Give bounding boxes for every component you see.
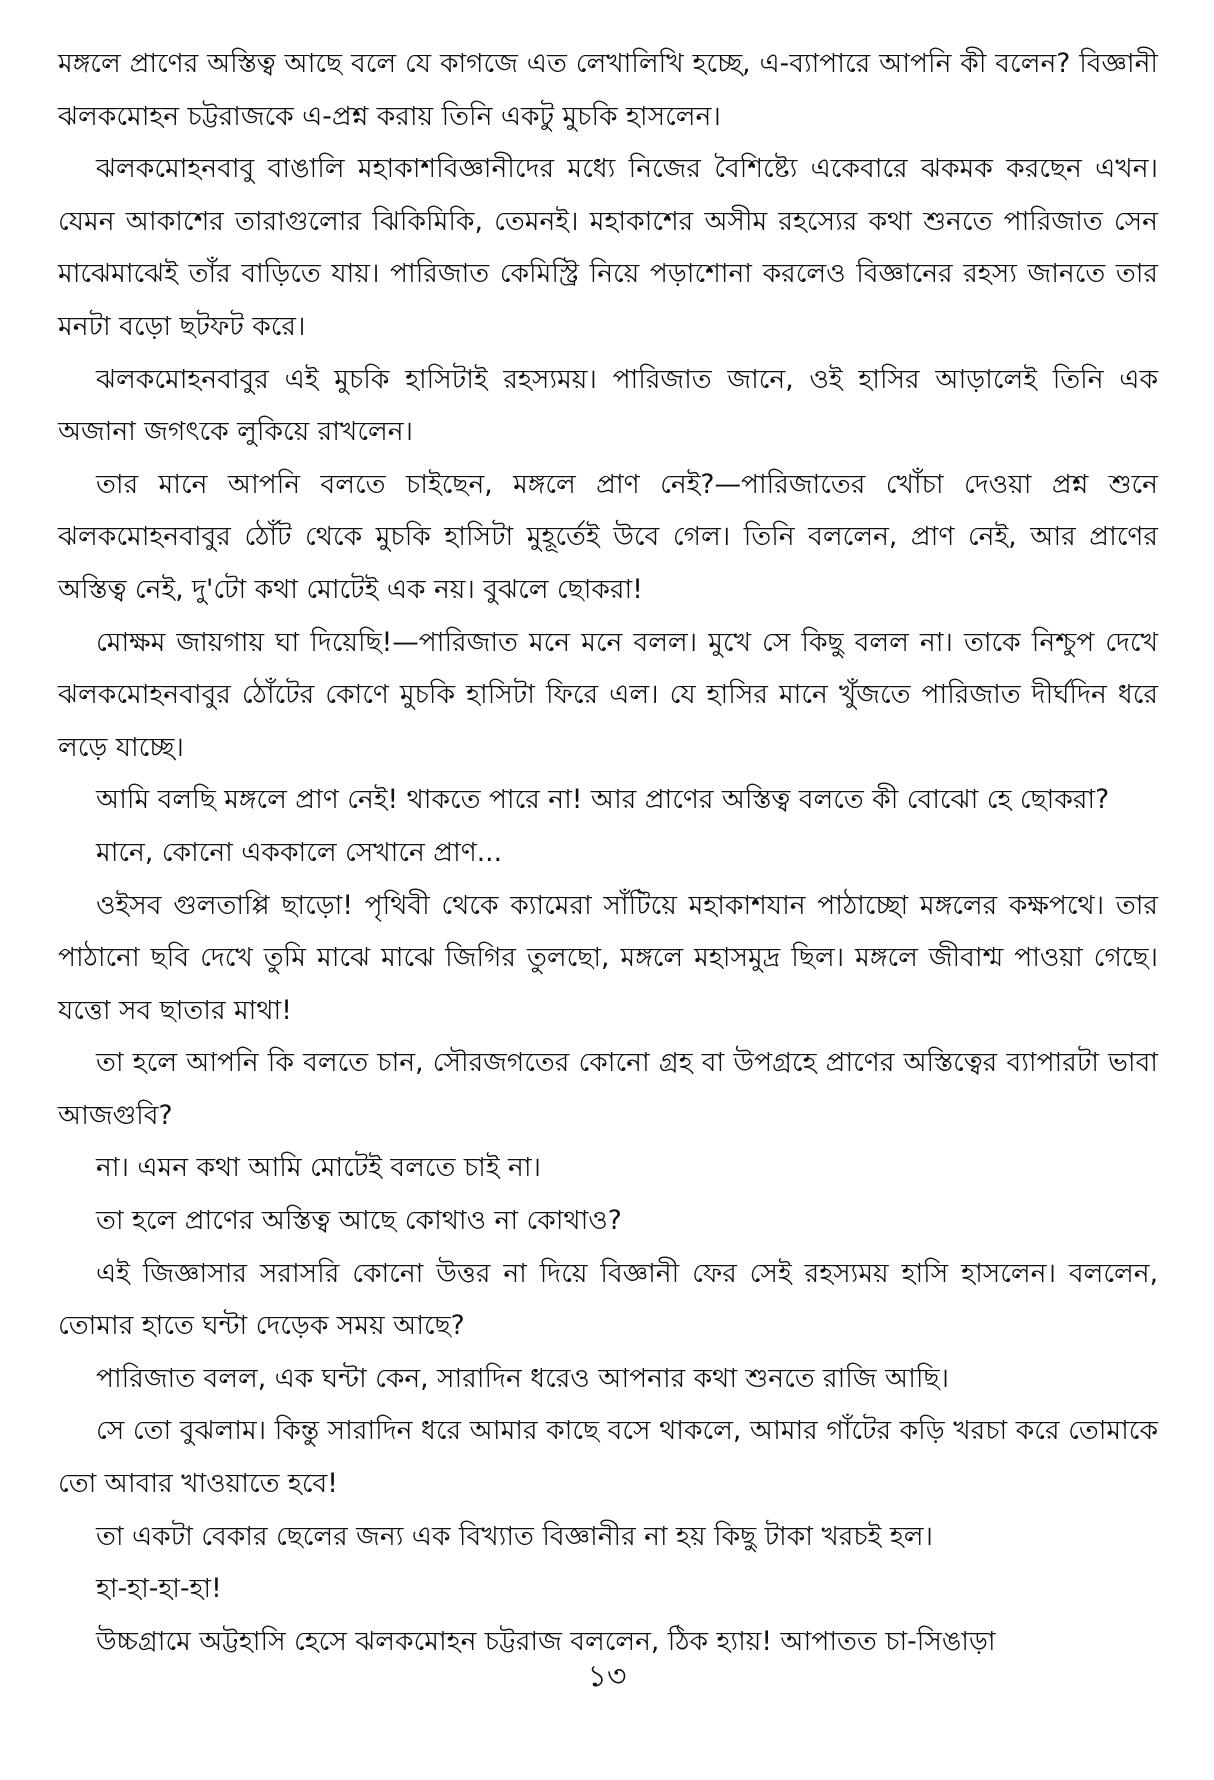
paragraph-17: উচ্চগ্রামে অট্টহাসি হেসে ঝলকমোহন চট্টরাজ বললেন, ঠিক হ্যায়! আপাতত চা-সিঙাড়া — [96, 1625, 996, 1657]
paragraph-1: মঙ্গলে প্রাণের অস্তিত্ব আছে বলে যে কাগজে এত লেখালিখি হচ্ছে, এ-ব্যাপারে আপনি কী বলেন? বিজ্ঞানী ঝলকমোহন চট্টরাজকে এ-প্রশ্ন করায় তিনি একটু মুচকি হাসলেন। — [58, 48, 1158, 132]
paragraph-5: মোক্ষম জায়গায় ঘা দিয়েছি!—পারিজাত মনে মনে বলল। মুখে সে কিছু বলল না। তাকে নিশ্চুপ দেখে ঝলকমোহনবাবুর ঠোঁটের কোণে মুচকি হাসিটা ফিরে এল। যে হাসির মানে খুঁজতে পারিজাত দীর্ঘদিন ধরে লড়ে যাচ্ছে। — [58, 626, 1158, 763]
page-number: ১৩ — [587, 1659, 627, 1694]
story-text — [58, 38, 1158, 1668]
paragraph-13: পারিজাত বলল, এক ঘন্টা কেন, সারাদিন ধরেও আপনার কথা শুনতে রাজি আছি। — [96, 1362, 950, 1394]
paragraph-7: মানে, কোনো এককালে সেখানে প্রাণ... — [96, 836, 502, 868]
paragraph-2: ঝলকমোহনবাবু বাঙালি মহাকাশবিজ্ঞানীদের মধ্যে নিজের বৈশিষ্ট্যে একেবারে ঝকমক করছেন এখন। যেমন আকাশের তারাগুলোর ঝিকিমিকি, তেমনই। মহাকাশের অসীম রহস্যের কথা শুনতে পারিজাত সেন মাঝেমাঝেই তাঁর বাড়িতে যায়। পারিজাত কেমিস্ট্রি নিয়ে পড়াশোনা করলেও বিজ্ঞানের রহস্য জানতে তার মনটা বড়ো ছটফট করে। — [58, 153, 1158, 342]
paragraph-12: এই জিজ্ঞাসার সরাসরি কোনো উত্তর না দিয়ে বিজ্ঞানী ফের সেই রহস্যময় হাসি হাসলেন। বললেন, তোমার হাতে ঘন্টা দেড়েক সময় আছে? — [58, 1257, 1158, 1342]
paragraph-8: ওইসব গুলতাপ্পি ছাড়ো! পৃথিবী থেকে ক্যামেরা সাঁটিয়ে মহাকাশযান পাঠাচ্ছো মঙ্গলের কক্ষপথে। তার পাঠানো ছবি দেখে তুমি মাঝে মাঝে জিগির তুলছো, মঙ্গলে মহাসমুদ্র ছিল। মঙ্গলে জীবাশ্ম পাওয়া গেছে। যত্তো সব ছাতার মাথা! — [58, 889, 1158, 1026]
paragraph-3: ঝলকমোহনবাবুর এই মুচকি হাসিটাই রহস্যময়। পারিজাত জানে, ওই হাসির আড়ালেই তিনি এক অজানা জগৎকে লুকিয়ে রাখলেন। — [58, 363, 1158, 448]
paragraph-10: না। এমন কথা আমি মোটেই বলতে চাই না। — [96, 1152, 542, 1184]
paragraph-15: তা একটা বেকার ছেলের জন্য এক বিখ্যাত বিজ্ঞানীর না হয় কিছু টাকা খরচই হল। — [96, 1520, 933, 1552]
page-body — [58, 38, 1158, 1738]
paragraph-16: হা-হা-হা-হা! — [96, 1573, 222, 1605]
paragraph-11: তা হলে প্রাণের অস্তিত্ব আছে কোথাও না কোথাও? — [96, 1205, 622, 1237]
paragraph-4: তার মানে আপনি বলতে চাইছেন, মঙ্গলে প্রাণ নেই?—পারিজাতের খোঁচা দেওয়া প্রশ্ন শুনে ঝলকমোহনবাবুর ঠোঁট থেকে মুচকি হাসিটা মুহূর্তেই উবে গেল। তিনি বললেন, প্রাণ নেই, আর প্রাণের অস্তিত্ব নেই, দু'টো কথা মোটেই এক নয়। বুঝলে ছোকরা! — [58, 468, 1158, 605]
paragraph-6: আমি বলছি মঙ্গলে প্রাণ নেই! থাকতে পারে না! আর প্রাণের অস্তিত্ব বলতে কী বোঝো হে ছোকরা? — [96, 784, 1110, 816]
paragraph-14: সে তো বুঝলাম। কিন্তু সারাদিন ধরে আমার কাছে বসে থাকলে, আমার গাঁটের কড়ি খরচা করে তোমাকে তো আবার খাওয়াতে হবে! — [58, 1415, 1158, 1500]
paragraph-9: তা হলে আপনি কি বলতে চান, সৌরজগতের কোনো গ্রহ বা উপগ্রহে প্রাণের অস্তিত্বের ব্যাপারটা ভাবা আজগুবি? — [58, 1047, 1158, 1131]
